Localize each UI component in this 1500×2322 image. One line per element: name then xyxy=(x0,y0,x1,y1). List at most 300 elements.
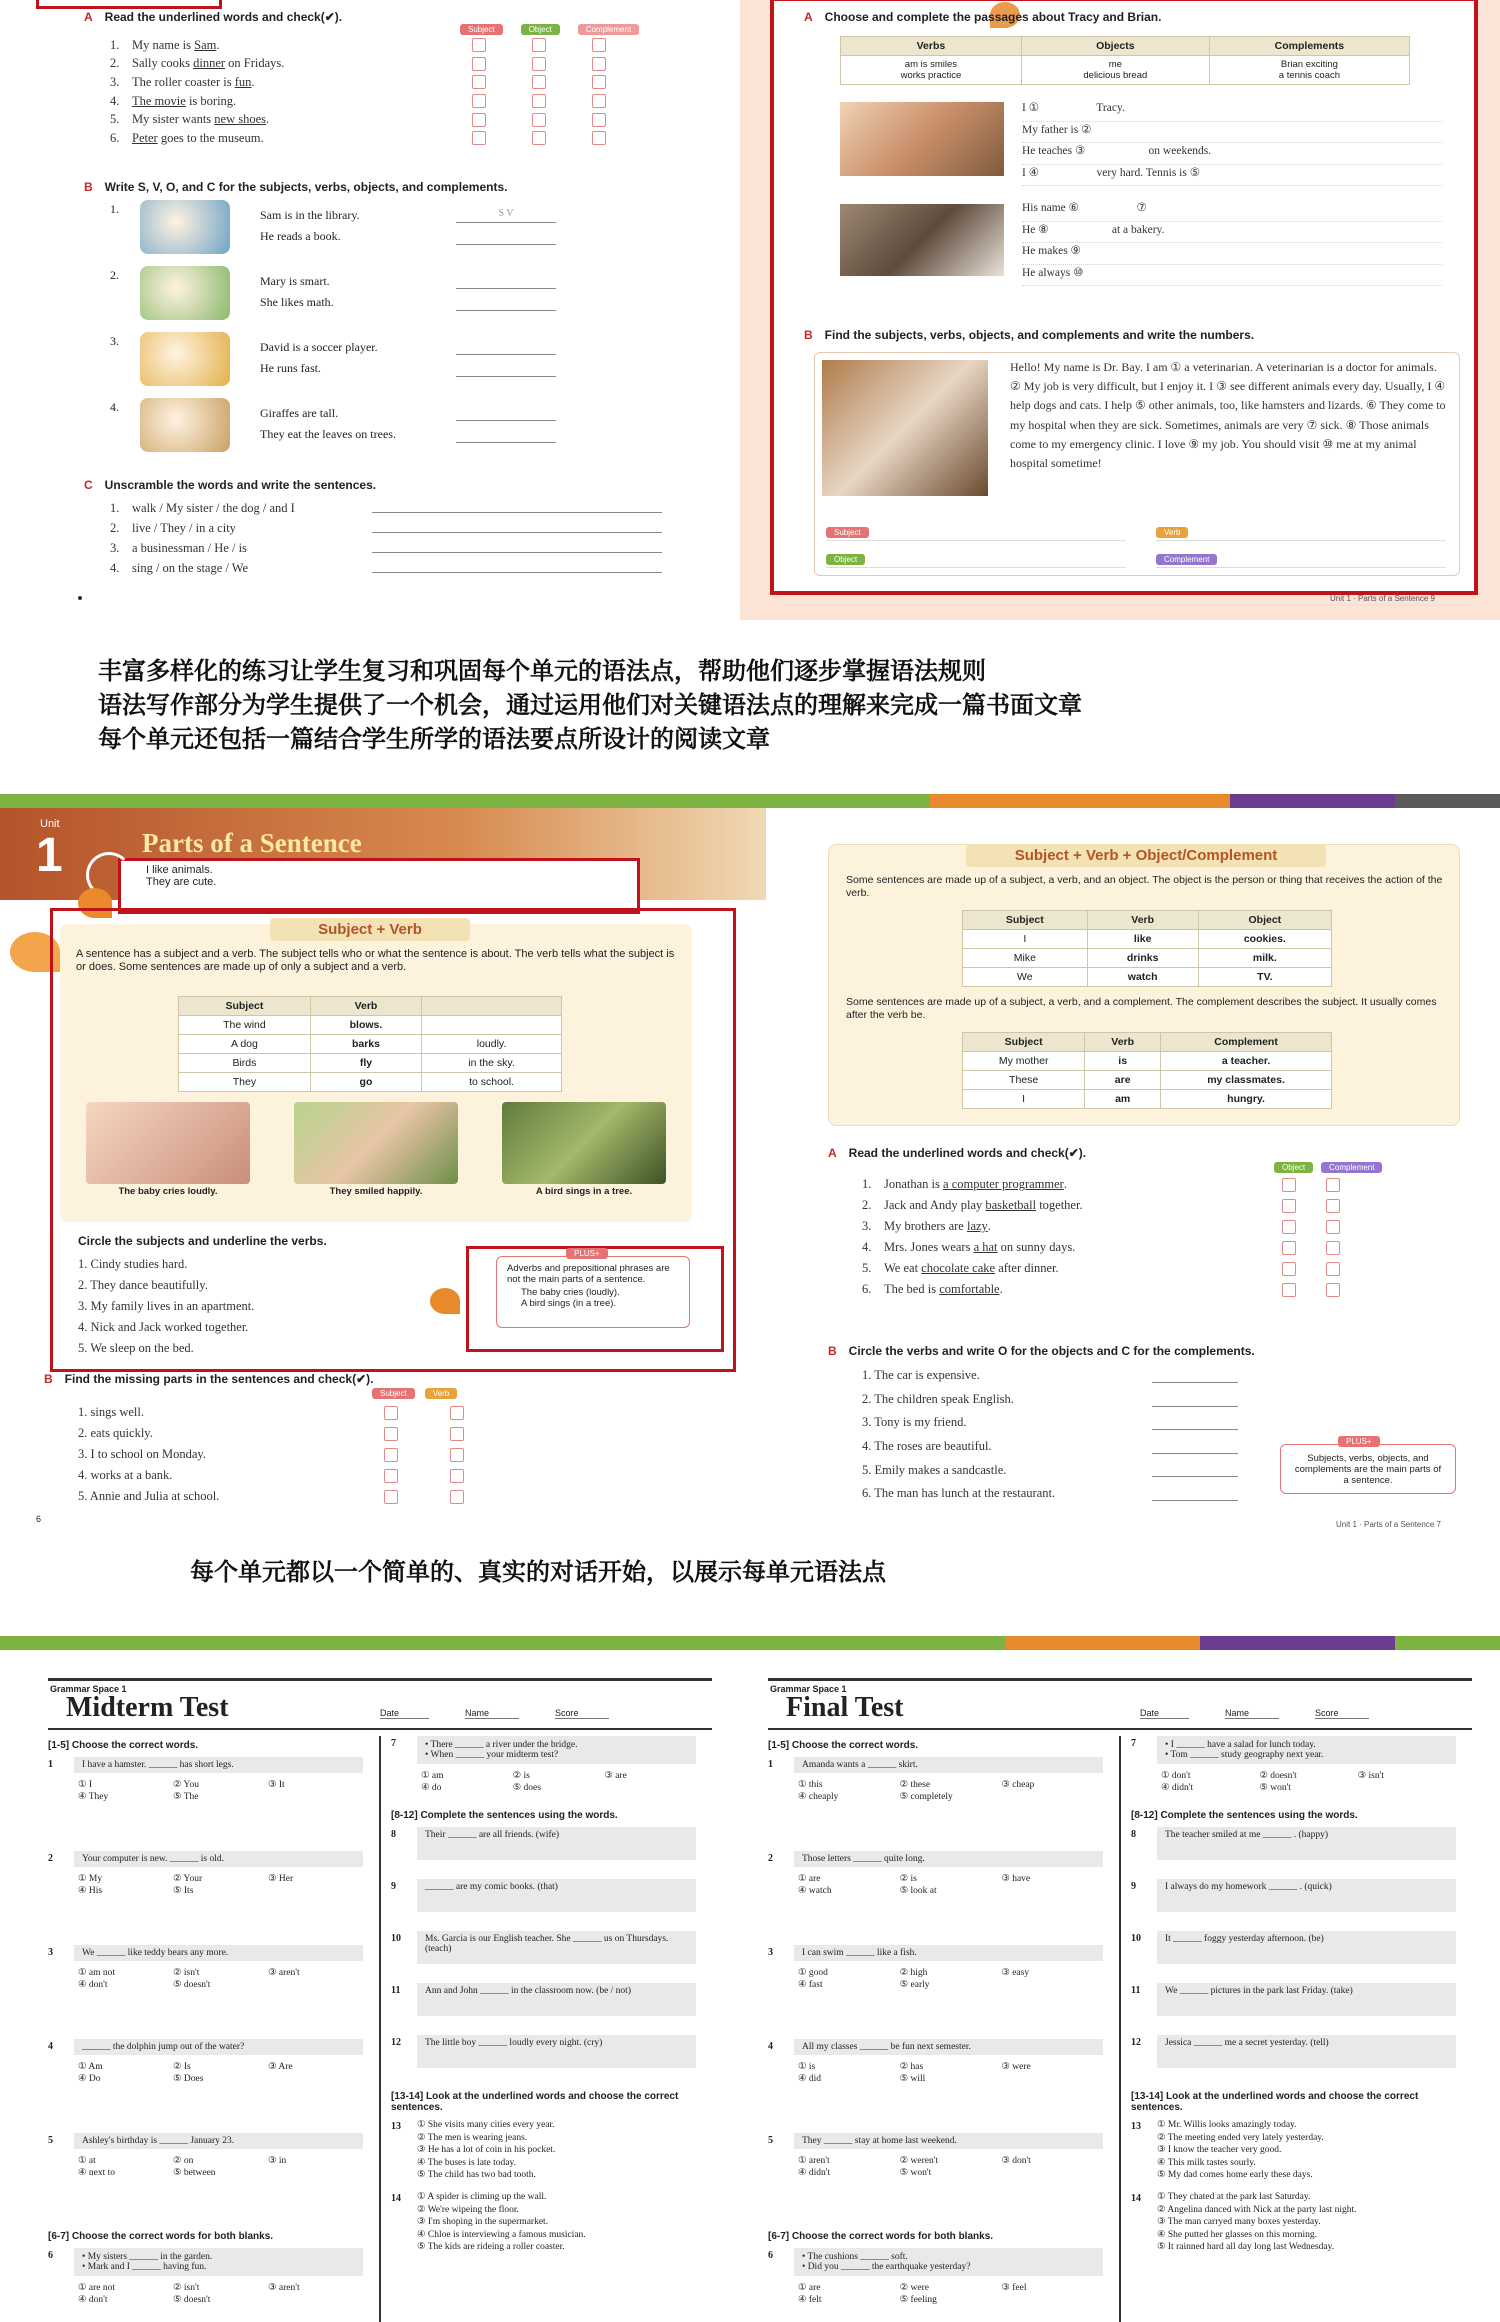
answer-option[interactable]: ④ Do xyxy=(78,2074,101,2084)
checkbox[interactable] xyxy=(592,94,606,108)
table-cell: TV. xyxy=(1198,968,1331,987)
list-item xyxy=(862,1388,1362,1412)
answer-option[interactable]: ③ I know the teacher very good. xyxy=(1157,2145,1282,2155)
group-number: 3. xyxy=(110,334,119,348)
answer-option[interactable]: ① am xyxy=(421,1771,444,1781)
answer-option[interactable]: ① is xyxy=(798,2062,816,2072)
question-number: 11 xyxy=(1131,1985,1141,1996)
answer-option[interactable]: ④ do xyxy=(421,1783,442,1793)
answer-line[interactable] xyxy=(1152,1500,1238,1501)
page-dot xyxy=(78,596,82,600)
test-series: Grammar Space 1 xyxy=(770,1684,847,1694)
answer-option[interactable]: ② We're wipeing the floor. xyxy=(417,2204,519,2215)
question-number: 1 xyxy=(48,1759,53,1770)
question-number: 8 xyxy=(1131,1829,1136,1840)
option-grid xyxy=(78,1779,363,1802)
test-question xyxy=(768,2039,1113,2133)
test-question xyxy=(1131,1931,1466,1983)
tag-verb: Verb xyxy=(425,1388,457,1399)
answer-option[interactable]: ⑤ The xyxy=(173,1792,199,1802)
test-series: Grammar Space 1 xyxy=(50,1684,127,1694)
answer-option[interactable]: ③ I'm shoping in the supermarket. xyxy=(417,2217,549,2227)
answer-option[interactable]: ⑤ look at xyxy=(899,1886,937,1896)
answer-option[interactable]: ① I xyxy=(78,1780,93,1790)
question-number: 5 xyxy=(48,2135,53,2146)
tr-footer: Unit 1 · Parts of a Sentence 9 xyxy=(1330,594,1435,603)
item-text: 3. My family lives in an apartment. xyxy=(78,1299,255,1313)
checkbox[interactable] xyxy=(592,131,606,145)
answer-option[interactable]: ③ have xyxy=(1001,1874,1031,1884)
answer-option[interactable]: ③ are xyxy=(604,1771,627,1781)
question-stem xyxy=(74,2133,363,2149)
option-list xyxy=(417,2119,555,2182)
answer-option[interactable]: ④ She putted her glasses on this morning. xyxy=(1157,2229,1317,2240)
answer-line[interactable] xyxy=(456,230,556,245)
mr-a-tags xyxy=(1274,1162,1382,1173)
answer-option[interactable]: ① are xyxy=(798,2283,821,2293)
item-text-pre: The bed is xyxy=(884,1282,940,1296)
answer-option[interactable]: ⑤ won't xyxy=(899,2168,932,2178)
sv-text: A sentence has a subject and a verb. The subject tells who or what the sentence is about. The verb tells what the subject is or does. Some sentences are made up of only a subject and a verb. xyxy=(76,948,675,973)
answer-option[interactable]: ⑤ won't xyxy=(1259,1783,1291,1793)
sentence-1: Mary is smart. xyxy=(260,274,330,288)
item-text: 5. We sleep on the bed. xyxy=(78,1341,194,1355)
answer-line[interactable] xyxy=(372,532,662,533)
answer-option[interactable]: ⑤ between xyxy=(173,2168,216,2178)
sv-title: Subject + Verb xyxy=(270,918,470,941)
svo-text-1: Some sentences are made up of a subject, a verb, and an object. The object is the person or thing that receives the action of the verb. xyxy=(846,874,1443,899)
answer-option[interactable]: ④ This milk tastes sourly. xyxy=(1157,2157,1256,2168)
unit-label: Unit xyxy=(40,818,60,830)
table-row xyxy=(963,1052,1332,1071)
checkbox[interactable] xyxy=(1326,1178,1340,1192)
answer-option[interactable]: ⑤ Does xyxy=(173,2074,204,2084)
checkbox[interactable] xyxy=(1326,1262,1340,1276)
ml-b-tags xyxy=(372,1388,457,1399)
answer-option[interactable]: ② Your xyxy=(173,1874,203,1884)
checkbox[interactable] xyxy=(1282,1178,1296,1192)
question-number: 10 xyxy=(1131,1933,1141,1944)
checkbox[interactable] xyxy=(450,1448,464,1462)
checkbox-group xyxy=(1282,1178,1340,1192)
checkbox-group xyxy=(472,94,606,108)
test-question xyxy=(768,1851,1113,1945)
checkbox[interactable] xyxy=(532,94,546,108)
table-cell: loudly. xyxy=(422,1035,562,1054)
section-heading: [6-7] Choose the correct words for both blanks. xyxy=(48,2231,274,2242)
test-question xyxy=(391,1879,706,1931)
complements-cell: Brian exciting a tennis coach xyxy=(1209,56,1409,85)
checkbox[interactable] xyxy=(1326,1283,1340,1297)
answer-line[interactable] xyxy=(456,406,556,421)
dialog-line-1: I like animals. xyxy=(146,864,213,876)
checkbox[interactable] xyxy=(1282,1241,1296,1255)
question-stem xyxy=(794,1945,1103,1961)
item-underlined: fun xyxy=(234,74,252,89)
answer-option[interactable]: ① are not xyxy=(78,2283,116,2293)
answer-option[interactable]: ③ in xyxy=(268,2156,287,2166)
question-stem[interactable]: Their ______ are all friends. (wife) xyxy=(417,1827,696,1860)
table-cell: We xyxy=(963,968,1088,987)
checkbox[interactable] xyxy=(384,1490,398,1504)
answer-option[interactable]: ① am not xyxy=(78,1968,116,1978)
test-header-rule xyxy=(48,1728,712,1730)
answer-option[interactable]: ③ isn't xyxy=(1357,1771,1384,1781)
answer-option[interactable]: ① don't xyxy=(1161,1771,1191,1781)
option-list xyxy=(1157,2119,1324,2182)
tag-object: Object xyxy=(1274,1162,1313,1173)
question-stem[interactable]: The teacher smiled at me ______ . (happy) xyxy=(1157,1827,1456,1860)
answer-option[interactable]: ④ didn't xyxy=(1161,1783,1194,1793)
question-text: All my classes ______ be fun next semester. xyxy=(802,2042,971,2052)
checkbox-group xyxy=(472,38,606,52)
table-cell: I xyxy=(963,930,1088,949)
checkbox-group xyxy=(1282,1283,1340,1297)
answer-option[interactable]: ⑤ will xyxy=(899,2074,926,2084)
checkbox-group xyxy=(1282,1241,1340,1255)
answer-line[interactable] xyxy=(456,274,556,289)
answer-option[interactable]: ③ aren't xyxy=(268,1968,300,1978)
table-cell: My mother xyxy=(963,1052,1085,1071)
answer-option[interactable]: ② weren't xyxy=(899,2156,939,2166)
answer-option[interactable]: ③ feel xyxy=(1001,2283,1027,2293)
sentence-1: Giraffes are tall. xyxy=(260,406,339,420)
group-number: 1. xyxy=(110,202,119,216)
answer-option[interactable]: ③ It xyxy=(268,1780,285,1790)
ml-section-b-title: B Find the missing parts in the sentences and check(✔). xyxy=(44,1372,374,1386)
list-item xyxy=(110,110,630,129)
answer-option[interactable]: ⑤ feeling xyxy=(899,2295,937,2305)
top-right-page xyxy=(740,0,1500,620)
caption-line-2: 语法写作部分为学生提供了一个机会，通过运用他们对关键语法点的理解来完成一篇书面文章 xyxy=(98,692,1082,719)
question-number: 6 xyxy=(768,2250,773,2261)
checkbox[interactable] xyxy=(472,57,486,71)
tag-object: Object xyxy=(521,24,560,35)
answer-option[interactable]: ④ didn't xyxy=(798,2168,831,2178)
test-left-column xyxy=(48,1736,373,2318)
table-row xyxy=(963,1071,1332,1090)
answer-line[interactable] xyxy=(456,362,556,377)
table-cell: like xyxy=(1087,930,1198,949)
answer-option[interactable]: ③ Her xyxy=(268,1874,294,1884)
checkbox[interactable] xyxy=(1326,1220,1340,1234)
checkbox[interactable] xyxy=(450,1427,464,1441)
item-text: 2. They dance beautifully. xyxy=(78,1278,208,1292)
answer-line[interactable] xyxy=(456,428,556,443)
list-item xyxy=(78,1486,518,1507)
checkbox[interactable] xyxy=(472,75,486,89)
checkbox[interactable] xyxy=(532,38,546,52)
answer-option[interactable]: ③ He has a lot of coin in his pocket. xyxy=(417,2145,556,2155)
answer-option[interactable]: ② The men is wearing jeans. xyxy=(417,2132,528,2143)
checkbox[interactable] xyxy=(1282,1220,1296,1234)
answer-option[interactable]: ④ did xyxy=(798,2074,822,2084)
item-text-post: together. xyxy=(1036,1198,1083,1212)
answer-option[interactable]: ④ cheaply xyxy=(798,1792,839,1802)
question-stem xyxy=(74,2039,363,2055)
answer-option[interactable]: ④ His xyxy=(78,1886,103,1896)
question-number: 12 xyxy=(1131,2037,1141,2048)
tr-word-box xyxy=(840,36,1410,85)
illustration xyxy=(140,398,230,452)
answer-line[interactable] xyxy=(456,296,556,311)
question-number: 9 xyxy=(391,1881,396,1892)
photo-caption: A bird sings in a tree. xyxy=(535,1186,633,1197)
answer-option[interactable]: ② Angelina danced with Nick at the party last night. xyxy=(1157,2204,1357,2215)
answer-option[interactable]: ③ don't xyxy=(1001,2156,1031,2166)
question-stem[interactable]: I always do my homework ______ . (quick) xyxy=(1157,1879,1456,1912)
question-stem[interactable]: Ann and John ______ in the classroom now. (be / not) xyxy=(417,1983,696,2016)
answer-option[interactable]: ② Is xyxy=(173,2062,191,2072)
checkbox[interactable] xyxy=(450,1406,464,1420)
checkbox[interactable] xyxy=(532,57,546,71)
table-cell: go xyxy=(310,1073,421,1092)
answer-option[interactable]: ④ don't xyxy=(78,1980,108,1990)
answer-option[interactable]: ⑤ does xyxy=(512,1783,541,1793)
answer-option[interactable]: ④ don't xyxy=(78,2295,108,2305)
option-grid xyxy=(798,2155,1103,2178)
checkbox[interactable] xyxy=(1282,1283,1296,1297)
answer-option[interactable]: ⑤ early xyxy=(899,1980,930,1990)
question-stem[interactable]: Jessica ______ me a secret yesterday. (tell) xyxy=(1157,2035,1456,2068)
table-cell: These xyxy=(963,1071,1085,1090)
question-text: • The cushions ______ soft. • Did you ______ the earthquake yesterday? xyxy=(802,2252,971,2272)
answer-option[interactable]: ⑤ The kids are rideing a roller coaster. xyxy=(417,2242,565,2252)
sentence-2: She likes math. xyxy=(260,295,334,309)
answer-line[interactable] xyxy=(1152,1406,1238,1407)
answer-option[interactable]: ④ watch xyxy=(798,1886,832,1896)
answer-option[interactable]: ⑤ The child has two bad tooth. xyxy=(417,2170,536,2180)
color-band-2 xyxy=(0,1636,1500,1650)
answer-option[interactable]: ① this xyxy=(798,1780,823,1790)
answer-option[interactable]: ⑤ It rainned hard all day long last Wednesday. xyxy=(1157,2242,1335,2252)
checkbox[interactable] xyxy=(450,1469,464,1483)
answer-option[interactable]: ⑤ Its xyxy=(173,1886,194,1896)
checkbox[interactable] xyxy=(1326,1199,1340,1213)
question-stem[interactable]: Ms. Garcia is our English teacher. She ______ us on Thursdays. (teach) xyxy=(417,1931,696,1964)
checkbox[interactable] xyxy=(472,131,486,145)
checkbox[interactable] xyxy=(384,1427,398,1441)
checkbox[interactable] xyxy=(384,1406,398,1420)
answer-option[interactable]: ② were xyxy=(899,2283,930,2293)
top-left-page xyxy=(0,0,740,620)
answer-line[interactable] xyxy=(372,572,662,573)
item-number: 4. xyxy=(110,93,120,108)
question-stem[interactable]: ______ are my comic books. (that) xyxy=(417,1879,696,1912)
section-heading: [1-5] Choose the correct words. xyxy=(768,1740,919,1751)
table-row xyxy=(179,1073,562,1092)
checkbox[interactable] xyxy=(472,113,486,127)
question-number: 12 xyxy=(391,2037,401,2048)
answer-option[interactable]: ④ next to xyxy=(78,2168,116,2178)
ml-page-num: 6 xyxy=(36,1514,42,1524)
option-grid xyxy=(798,1779,1103,1802)
checkbox[interactable] xyxy=(384,1469,398,1483)
answer-option[interactable]: ② The meeting ended very lately yesterday. xyxy=(1157,2132,1324,2143)
question-number: 9 xyxy=(1131,1881,1136,1892)
item-text: 3. Tony is my friend. xyxy=(862,1415,967,1430)
answer-option[interactable]: ① aren't xyxy=(798,2156,830,2166)
item-number: 2. xyxy=(862,1198,872,1212)
exercise-group xyxy=(110,398,670,464)
answer-line[interactable] xyxy=(1152,1429,1238,1430)
example-photo xyxy=(502,1102,666,1197)
list-item xyxy=(110,92,630,111)
table-cell: are xyxy=(1085,1071,1161,1090)
answer-line[interactable] xyxy=(372,512,662,513)
answer-option[interactable]: ① She visits many cities every year. xyxy=(417,2120,555,2130)
answer-option[interactable]: ② is xyxy=(512,1771,530,1781)
answer-option[interactable]: ① at xyxy=(78,2156,96,2166)
checkbox[interactable] xyxy=(1282,1199,1296,1213)
answer-line[interactable] xyxy=(372,552,662,553)
test-title: Midterm Test xyxy=(66,1692,229,1723)
passage-brian xyxy=(1022,200,1442,286)
option-grid xyxy=(798,2282,1103,2305)
section-heading: [13-14] Look at the underlined words and choose the correct sentences. xyxy=(391,2091,679,2113)
illustration xyxy=(140,266,230,320)
checkbox[interactable] xyxy=(384,1448,398,1462)
answer-option[interactable]: ④ felt xyxy=(798,2295,822,2305)
field-label: Name xyxy=(1225,1708,1279,1719)
mr-section-b-title: B Circle the verbs and write O for the objects and C for the complements. xyxy=(828,1344,1255,1358)
question-stem xyxy=(74,2248,363,2276)
answer-option[interactable]: ③ cheap xyxy=(1001,1780,1035,1790)
section-c-title: C Unscramble the words and write the sentences. xyxy=(84,478,377,492)
answer-option[interactable]: ④ Chloe is interviewing a famous musician. xyxy=(417,2229,586,2240)
answer-option[interactable]: ② has xyxy=(899,2062,924,2072)
scrambled-words: walk / My sister / the dog / and I xyxy=(132,500,295,515)
exercise-group xyxy=(110,266,670,332)
checkbox[interactable] xyxy=(532,113,546,127)
item-text: 1. Cindy studies hard. xyxy=(78,1257,188,1271)
question-text: • There ______ a river under the bridge. • When ______ your midterm test? xyxy=(425,1740,578,1760)
orange-pointer xyxy=(430,1288,460,1314)
checkbox[interactable] xyxy=(1326,1241,1340,1255)
item-text-pre: Jack and Andy play xyxy=(884,1198,986,1212)
answer-option[interactable]: ① They chated at the park last Saturday. xyxy=(1157,2192,1311,2202)
answer-option[interactable]: ⑤ My dad comes home early these days. xyxy=(1157,2170,1313,2180)
answer-option[interactable]: ② on xyxy=(173,2156,194,2166)
answer-line[interactable] xyxy=(456,340,556,355)
table-cell: blows. xyxy=(310,1016,421,1035)
answer-option[interactable]: ② isn't xyxy=(173,1968,200,1978)
answer-option[interactable]: ① A spider is climing up the wall. xyxy=(417,2192,547,2202)
checkbox[interactable] xyxy=(472,94,486,108)
answer-line[interactable] xyxy=(1152,1453,1238,1454)
answer-option[interactable]: ① good xyxy=(798,1968,828,1978)
question-stem xyxy=(74,1945,363,1961)
test-top-rule xyxy=(768,1678,1472,1681)
checkbox-group xyxy=(384,1469,464,1483)
answer-option[interactable]: ③ The man carryed many boxes yesterday. xyxy=(1157,2217,1321,2227)
question-stem[interactable]: The little boy ______ loudly every night. (cry) xyxy=(417,2035,696,2068)
group-number: 4. xyxy=(110,400,119,414)
dialog-line-2: They are cute. xyxy=(146,876,217,888)
item-text-post: . xyxy=(1063,1177,1067,1191)
checkbox[interactable] xyxy=(532,75,546,89)
answer-option[interactable]: ② isn't xyxy=(173,2283,200,2293)
photo-image xyxy=(502,1102,666,1184)
checkbox[interactable] xyxy=(1282,1262,1296,1276)
checkbox-group xyxy=(472,57,606,71)
checkbox[interactable] xyxy=(592,113,606,127)
item-text: 4. Nick and Jack worked together. xyxy=(78,1320,249,1334)
answer-option[interactable]: ⑤ doesn't xyxy=(173,1980,211,1990)
item-text: 3. I to school on Monday. xyxy=(78,1447,206,1461)
ml-section-a-items xyxy=(78,1254,438,1359)
answer-option[interactable]: ⑤ doesn't xyxy=(173,2295,211,2305)
answer-option[interactable]: ④ fast xyxy=(798,1980,823,1990)
answer-option[interactable]: ④ The buses is late today. xyxy=(417,2157,517,2168)
section-c-items xyxy=(110,498,670,578)
answer-option[interactable]: ③ were xyxy=(1001,2062,1031,2072)
checkbox[interactable] xyxy=(592,38,606,52)
checkbox[interactable] xyxy=(592,57,606,71)
checkbox[interactable] xyxy=(472,38,486,52)
answer-option[interactable]: ③ aren't xyxy=(268,2283,300,2293)
answer-option[interactable]: ③ Are xyxy=(268,2062,293,2072)
table-cell: A dog xyxy=(179,1035,311,1054)
answer-line[interactable] xyxy=(1152,1382,1238,1383)
item-number: 5. xyxy=(862,1261,872,1275)
tag-complement: Complement xyxy=(1321,1162,1382,1173)
answer-option[interactable]: ① are xyxy=(798,1874,821,1884)
answer-option[interactable]: ③ easy xyxy=(1001,1968,1030,1978)
answer-line[interactable]: S V xyxy=(456,208,556,223)
table-cell: Mike xyxy=(963,949,1088,968)
answer-option[interactable]: ② these xyxy=(899,1780,931,1790)
sentence-1: Sam is in the library. xyxy=(260,208,360,222)
photo-image xyxy=(294,1102,458,1184)
section-a-items xyxy=(110,36,630,148)
item-text: 1. The car is expensive. xyxy=(862,1368,980,1383)
verbs-cell: am is smiles works practice xyxy=(841,56,1022,85)
answer-option[interactable]: ② You xyxy=(173,1780,199,1790)
answer-line[interactable] xyxy=(1152,1476,1238,1477)
question-stem[interactable]: It ______ foggy yesterday afternoon. (be) xyxy=(1157,1931,1456,1964)
plus-box xyxy=(496,1256,690,1328)
checkbox[interactable] xyxy=(450,1490,464,1504)
mr-section-a-title: A Read the underlined words and check(✔). xyxy=(828,1146,1087,1160)
list-item xyxy=(78,1254,438,1275)
question-stem[interactable]: We ______ pictures in the park last Friday. (take) xyxy=(1157,1983,1456,2016)
item-number: 5. xyxy=(110,112,120,127)
answer-option[interactable]: ⑤ completely xyxy=(899,1792,953,1802)
answer-option[interactable]: ② high xyxy=(899,1968,928,1978)
answer-option[interactable]: ① Mr. Willis looks amazingly today. xyxy=(1157,2120,1297,2130)
question-number: 2 xyxy=(768,1853,773,1864)
answer-option[interactable]: ② is xyxy=(899,1874,917,1884)
question-stem xyxy=(794,2039,1103,2055)
question-number: 2 xyxy=(48,1853,53,1864)
check-tags xyxy=(460,24,639,35)
question-text: • I ______ have a salad for lunch today. • Tom ______ study geography next year. xyxy=(1165,1740,1324,1760)
answer-option[interactable]: ④ They xyxy=(78,1792,109,1802)
list-item xyxy=(110,129,630,148)
answer-option[interactable]: ① Am xyxy=(78,2062,103,2072)
passage-line: He makes ⑨ xyxy=(1022,243,1442,265)
checkbox[interactable] xyxy=(532,131,546,145)
passage-line: His name ⑥ ⑦ xyxy=(1022,200,1442,222)
table-cell: cookies. xyxy=(1198,930,1331,949)
test-right-column xyxy=(1131,1736,1466,2261)
answer-option[interactable]: ① My xyxy=(78,1874,103,1884)
answer-option[interactable]: ② doesn't xyxy=(1259,1771,1297,1781)
item-underlined: Sam xyxy=(194,37,217,52)
checkbox[interactable] xyxy=(592,75,606,89)
question-stem xyxy=(794,2248,1103,2276)
